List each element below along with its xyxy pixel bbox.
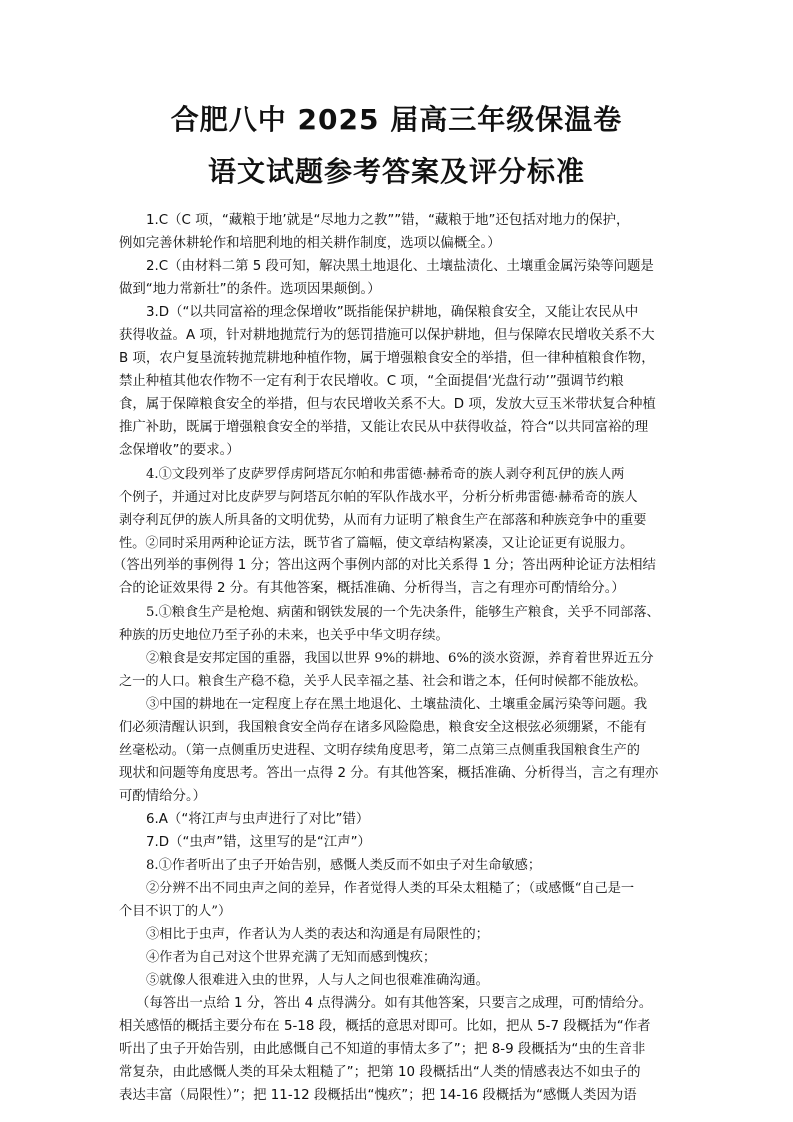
answer-5-scoring-1: 现状和问题等角度思考。答出一点得 2 分。有其他答案，概括准确、分析得当，言之有理亦 (119, 766, 659, 781)
answer-5-line-3: ②粮食是安邦定国的重器，我国以世界 9%的耕地、6%的淡水资源，养育着世界近五分 (146, 651, 654, 666)
answer-5-line-6: 们必须清醒认识到，我国粮食安全尚存在诸多风险隐患，粮食安全这根弦必须绷紧，不能有 (119, 720, 647, 735)
answer-3-line-6: 推广补助，既属于增强粮食安全的举措，又能让农民从中获得收益，符合“以共同富裕的理 (119, 420, 649, 435)
answer-5-line-7: 丝毫松动。（第一点侧重历史进程、文明存续角度思考，第二点第三点侧重我国粮食生产的 (119, 743, 640, 758)
answer-5-line-1: 5.①粮食生产是枪炮、病菌和钢铁发展的一个先决条件，能够生产粮食，关乎不同部落、 (146, 605, 660, 620)
answer-3-line-5: 食，属于保障粮食安全的举措，但与农民增收关系不大。D 项，发放大豆玉米带状复合种植 (119, 397, 656, 412)
answer-5-scoring-2: 可酌情给分。） (119, 789, 207, 804)
answer-8-point-3: ③相比于虫声，作者认为人类的表达和沟通是有局限性的； (146, 927, 489, 942)
answer-4-line-4: 性。②同时采用两种论证方法，既节省了篇幅，使文章结构紧凑，又让论证更有说服力。 (119, 536, 634, 551)
answer-1-line-2: 例如完善休耕轮作和培肥利地的相关耕作制度，选项以偏概全。） (119, 236, 501, 251)
answer-2-line-2: 做到“地力常新壮”的条件。选项因果颠倒。） (119, 282, 381, 297)
answer-5-line-5: ③中国的耕地在一定程度上存在黑土地退化、土壤盐渍化、土壤重金属污染等问题。我 (146, 697, 648, 712)
answer-6: 6.A（“将江声与虫声进行了对比”错） (146, 812, 370, 827)
answer-4-line-2: 个例子，并通过对比皮萨罗与阿塔瓦尔帕的军队作战水平，分析分析弗雷德·赫希奇的族人 (119, 490, 638, 505)
answer-8-point-4: ④作者为自己对这个世界充满了无知而感到愧疚； (146, 950, 437, 965)
answer-8-point-2-cont: 个目不识丁的人”） (119, 904, 232, 919)
document-subtitle: 语文试题参考答案及评分标准 (207, 155, 585, 188)
answer-3-line-1: 3.D（“以共同富裕的理念保增收”既指能保护耕地，确保粮食安全，又能让农民从中 (146, 305, 639, 320)
answer-8-point-1: 8.①作者听出了虫子开始告别，感慨人类反而不如虫子对生命敏感； (146, 858, 542, 873)
document-title: 合肥八中 2025 届高三年级保温卷 (170, 103, 623, 136)
answer-8-scoring-2: 相关感悟的概括主要分布在 5-18 段，概括的意思对即可。比如，把从 5-7 段概括为“作者 (119, 1019, 651, 1034)
answer-3-line-3: B 项，农户复垦流转抛荒耕地种植作物，属于增强粮食安全的举措，但一律种植粮食作物， (119, 351, 655, 366)
answer-4-scoring-1: （答出列举的事例得 1 分；答出这两个事例内部的对比关系得 1 分；答出两种论证方法相结 (113, 558, 656, 573)
answer-5-line-4: 之一的人口。粮食生产稳不稳，关乎人民幸福之基、社会和谐之本，任何时候都不能放松。 (119, 674, 647, 689)
answer-3-line-7: 念保增收”的要求。） (119, 443, 240, 458)
answer-2-line-1: 2.C（由材料二第 5 段可知，解决黑土地退化、土壤盐渍化、土壤重金属污染等问题是 (146, 259, 654, 274)
answer-4-line-3: 剥夺利瓦伊的族人所具备的文明优势，从而有力证明了粮食生产在部落和种族竞争中的重要 (119, 513, 647, 528)
answer-8-point-2: ②分辨不出不同虫声之间的差异，作者觉得人类的耳朵太粗糙了；（或感慨“自己是一 (146, 881, 635, 896)
answer-8-scoring-5: 表达丰富（局限性）”；把 11-12 段概括出“愧疚”；把 14-16 段概括为“感慨人类因为语 (119, 1088, 637, 1103)
answer-8-scoring-3: 听出了虫子开始告别，由此感慨自己不知道的事情太多了”；把 8-9 段概括为“虫的生音非 (119, 1042, 646, 1057)
answer-1-line-1: 1.C（C 项，“藏粮于地’就是“尽地力之教””错，“藏粮于地”还包括对地力的保护， (146, 213, 630, 228)
answer-4-line-1: 4.①文段列举了皮萨罗俘虏阿塔瓦尔帕和弗雷德·赫希奇的族人剥夺利瓦伊的族人两 (146, 467, 625, 482)
answer-4-scoring-2: 合的论证效果得 2 分。有其他答案，概括准确、分析得当，言之有理亦可酌情给分。） (119, 581, 625, 596)
answer-3-line-2: 获得收益。A 项，针对耕地抛荒行为的惩罚措施可以保护耕地，但与保障农民增收关系不大 (119, 328, 655, 343)
answer-5-line-2: 种族的历史地位乃至子孙的未来，也关乎中华文明存续。 (119, 628, 449, 643)
answer-8-scoring-1: （每答出一点给 1 分，答出 4 点得满分。如有其他答案，只要言之成理，可酌情给分。 (136, 996, 653, 1011)
answer-8-point-5: ⑤就像人很难进入虫的世界，人与人之间也很难准确沟通。 (146, 973, 489, 988)
answer-8-scoring-4: 常复杂，由此感慨人类的耳朵太粗糙了”；把第 10 段概括出“人类的情感表达不如虫子的 (119, 1065, 641, 1080)
answer-7: 7.D（“虫声”错，这里写的是“江声”） (146, 835, 371, 850)
answer-3-line-4: 禁止种植其他农作物不一定有利于农民增收。C 项，“全面提倡‘光盘行动’”强调节约粮 (119, 374, 624, 389)
